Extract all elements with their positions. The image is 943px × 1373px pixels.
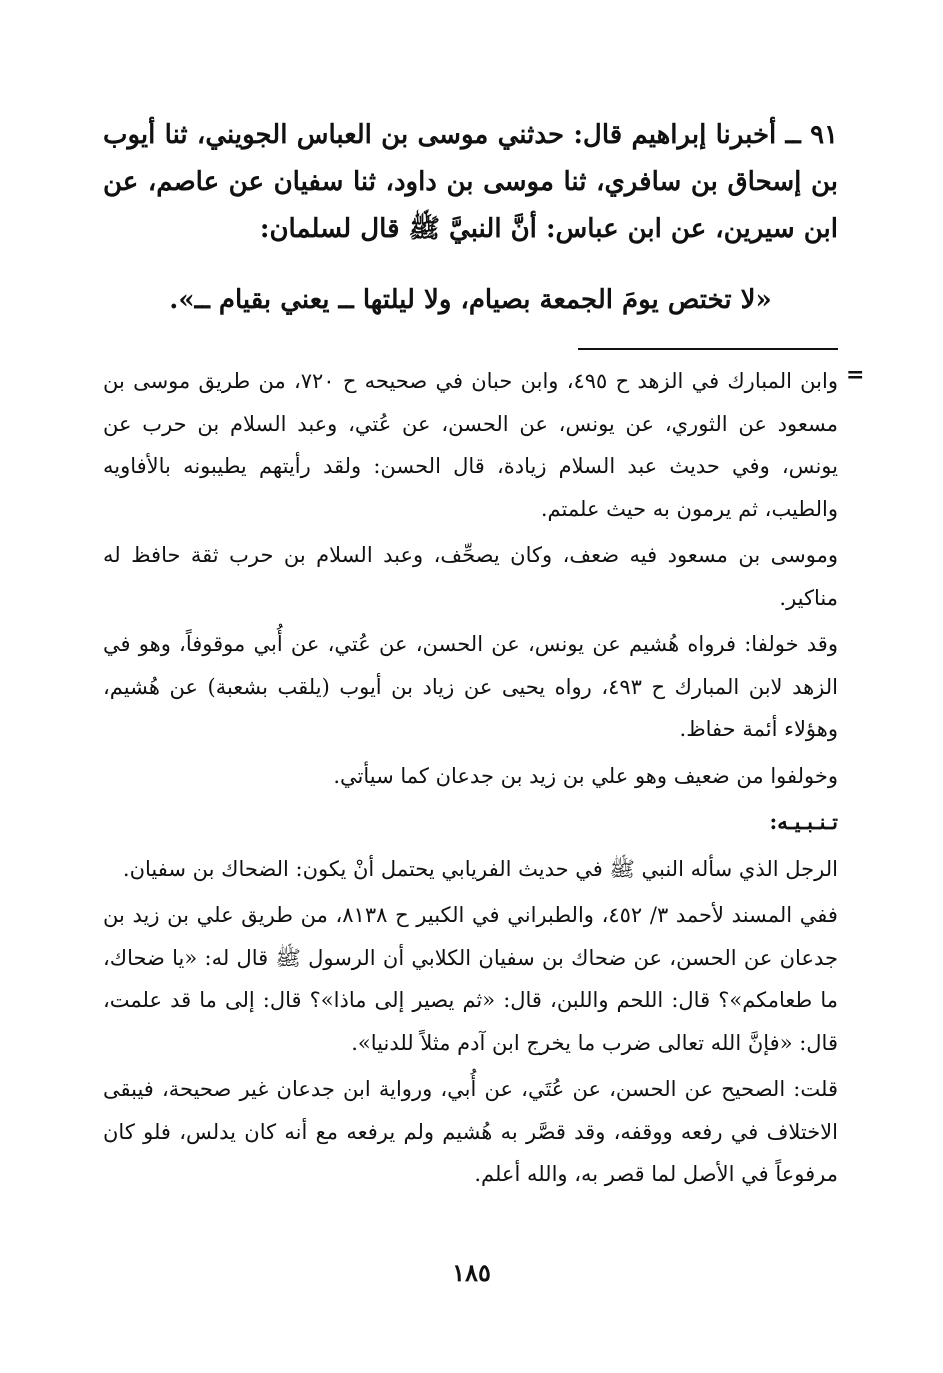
hadith-quote: «لا تختص يومَ الجمعة بصيام، ولا ليلتها ــ يعني بقيام ــ».	[169, 285, 772, 315]
footnotes-block	[103, 360, 838, 1200]
page-number: ١٨٥	[452, 1258, 491, 1287]
footnote-continuation-mark: =	[846, 362, 865, 388]
footnote-paragraph: وموسى بن مسعود فيه ضعف، وكان يصحِّف، وعبد السلام بن حرب ثقة حافظ له مناكير.	[103, 543, 838, 610]
main-text-block	[103, 112, 838, 253]
footnote-paragraph: وابن المبارك في الزهد ح ٤٩٥، وابن حبان في صحيحه ح ٧٢٠، من طريق موسى بن مسعود عن الثوري، عن يونس، عن الحسن، عن عُتي، وعبد السلام بن حرب عن يونس، وفي حديث عبد السلام زيادة، قال الحسن: ولقد رأيتهم يطيبونه بالأفاويه والطيب، ثم يرمون به حيث علمتم.	[103, 369, 838, 521]
notice-paragraph: الرجل الذي سأله النبي ﷺ في حديث الفريابي يحتمل أنْ يكون: الضحاك بن سفيان.	[122, 856, 838, 881]
footnote-separator	[578, 348, 838, 350]
notice-paragraph: ففي المسند لأحمد ٣/ ٤٥٢، والطبراني في الكبير ح ٨١٣٨، من طريق علي بن زيد بن جدعان عن الحسن، عن ضحاك بن سفيان الكلابي أن الرسول ﷺ قال له: «يا ضحاك، ما طعامكم»؟ قال: اللحم واللبن، قال: «ثم يصير إلى ماذا»؟ قال: إلى ما قد علمت، قال: «فإنَّ الله تعالى ضرب ما يخرج ابن آدم مثلاً للدنيا».	[103, 903, 838, 1055]
footnote-paragraph: وخولفوا من ضعيف وهو علي بن زيد بن جدعان كما سيأتي.	[333, 763, 838, 788]
notice-paragraph: قلت: الصحيح عن الحسن، عن عُتَي، عن أُبي، ورواية ابن جدعان غير صحيحة، فيبقى الاختلاف في رفعه ووقفه، وقد قصَّر به هُشيم ولم يرفعه مع أنه كان يدلس، فلو كان مرفوعاً في الأصل لما قصر به، والله أعلم.	[103, 1077, 838, 1186]
footnote-paragraph: وقد خولفا: فرواه هُشيم عن يونس، عن الحسن، عن عُتي، عن أُبي موقوفاً، وهو في الزهد لابن المبارك ح ٤٩٣، رواه يحيى عن زياد بن أيوب (يلقب بشعبة) عن هُشيم، وهؤلاء أئمة حفاظ.	[103, 632, 838, 741]
notice-heading: تـنـبـيـه:	[769, 809, 838, 834]
hadith-isnad-paragraph: ٩١ ــ أخبرنا إبراهيم قال: حدثني موسى بن العباس الجويني، ثنا أيوب بن إسحاق بن سافري، ثنا موسى بن داود، ثنا سفيان عن عاصم، عن ابن سيرين، عن ابن عباس: أنَّ النبيَّ ﷺ قال لسلمان:	[103, 120, 838, 244]
